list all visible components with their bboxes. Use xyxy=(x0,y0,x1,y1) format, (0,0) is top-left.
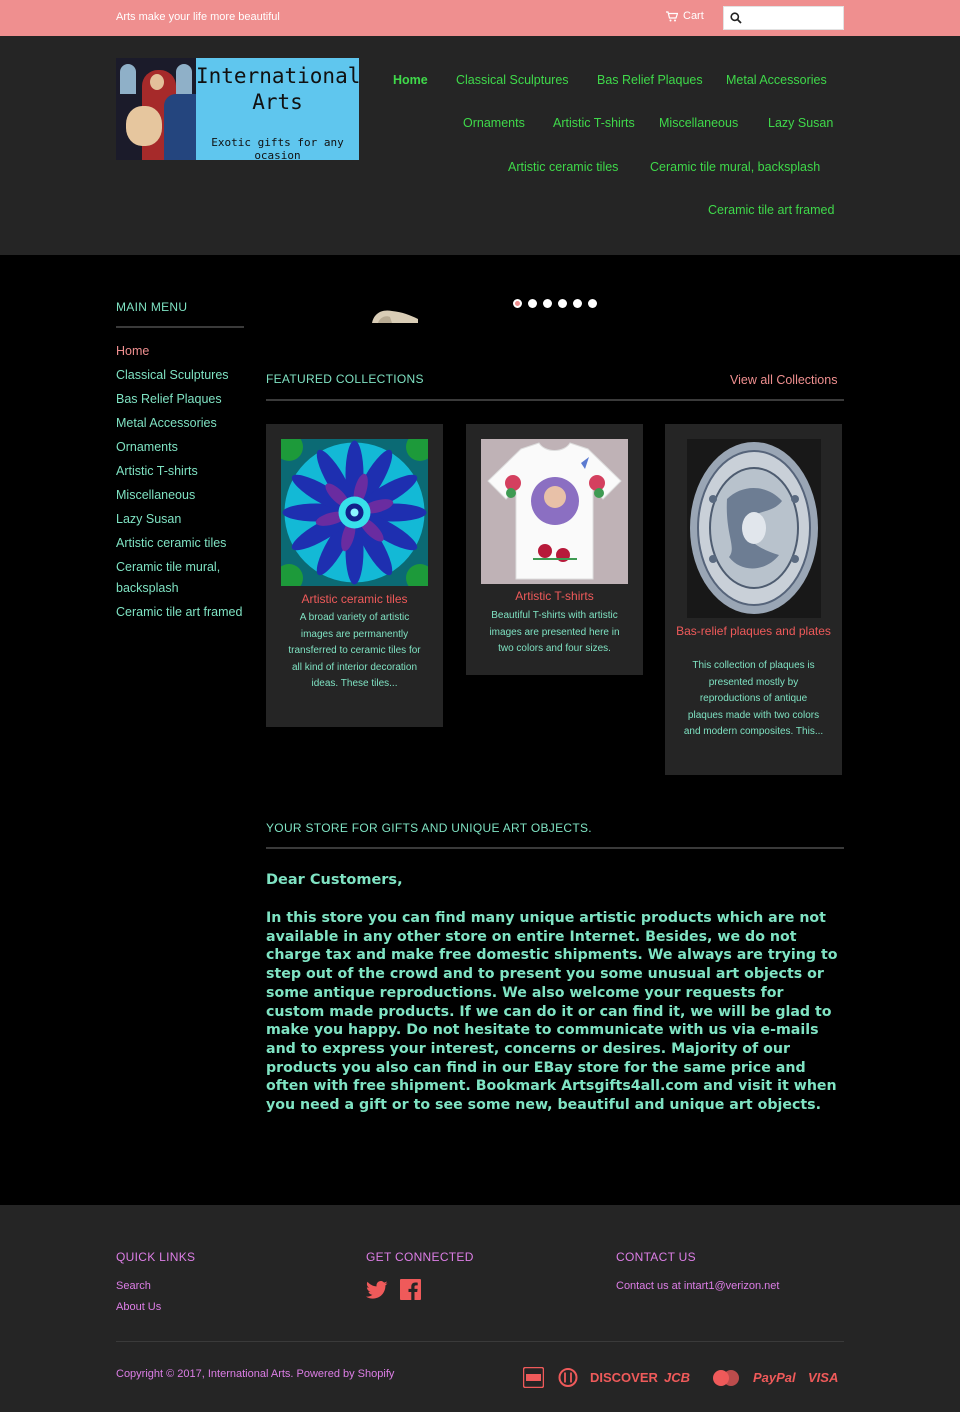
search-box xyxy=(723,6,844,30)
sidebar-item-miscellaneous[interactable]: Miscellaneous xyxy=(116,488,196,502)
slideshow-dot[interactable] xyxy=(543,299,552,308)
cart-icon xyxy=(666,11,678,22)
search-icon[interactable] xyxy=(730,12,742,24)
mandala-tile-image[interactable] xyxy=(281,439,428,586)
sidebar-item-artistic-ceramic-tiles[interactable]: Artistic ceramic tiles xyxy=(116,536,227,550)
slideshow-dot[interactable] xyxy=(573,299,582,308)
nav-home[interactable]: Home xyxy=(393,73,428,87)
sidebar-item-bas-relief-plaques[interactable]: Bas Relief Plaques xyxy=(116,392,222,406)
sidebar-item-home[interactable]: Home xyxy=(116,344,150,358)
madonna-painting-image xyxy=(116,58,196,160)
collection-title[interactable]: Artistic T-shirts xyxy=(515,589,594,603)
logo-text-box xyxy=(196,58,359,160)
store-greeting: Dear Customers, xyxy=(266,872,403,888)
slideshow-dots xyxy=(513,299,597,308)
logo-tagline: Exotic gifts for any ocasion xyxy=(211,136,344,162)
collection-card-ceramic-tiles[interactable] xyxy=(266,424,443,727)
copyright-text: Copyright © 2017, International Arts. Powered by Shopify xyxy=(116,1368,395,1380)
nav-miscellaneous[interactable]: Miscellaneous xyxy=(659,116,739,130)
quick-links-title: QUICK LINKS xyxy=(116,1250,196,1264)
collection-description: Beautiful T-shirts with artistic images are presented here in two colors and four sizes. xyxy=(489,610,620,654)
plate-image-frame xyxy=(687,439,821,618)
sidebar-item-classical-sculptures[interactable]: Classical Sculptures xyxy=(116,368,229,382)
slideshow-image[interactable] xyxy=(372,309,418,323)
contact-email-text[interactable]: Contact us at intart1@verizon.net xyxy=(616,1280,780,1292)
cart-label: Cart xyxy=(683,10,704,22)
visa-icon: VISA xyxy=(808,1370,839,1385)
sidebar-item-lazy-susan[interactable]: Lazy Susan xyxy=(116,512,182,526)
collection-title[interactable]: Bas-relief plaques and plates xyxy=(676,624,831,638)
nav-artistic-tshirts[interactable]: Artistic T-shirts xyxy=(553,116,635,130)
twitter-icon[interactable] xyxy=(366,1281,388,1299)
store-intro-divider xyxy=(266,847,844,849)
sidebar-title: MAIN MENU xyxy=(116,300,188,314)
cart-link[interactable] xyxy=(666,10,704,22)
view-all-collections-link[interactable]: View all Collections xyxy=(730,373,838,387)
logo-line-1: International xyxy=(196,64,361,88)
store-intro-title: YOUR STORE FOR GIFTS AND UNIQUE ART OBJECTS. xyxy=(266,821,592,835)
nav-classical-sculptures[interactable]: Classical Sculptures xyxy=(456,73,569,87)
announcement-bar xyxy=(0,0,960,36)
nav-bas-relief-plaques[interactable]: Bas Relief Plaques xyxy=(597,73,703,87)
slideshow-dot[interactable] xyxy=(558,299,567,308)
footer-divider xyxy=(116,1341,844,1342)
sidebar-item-artistic-tshirts[interactable]: Artistic T-shirts xyxy=(116,464,198,478)
footer-link-about-us[interactable]: About Us xyxy=(116,1301,162,1313)
sidebar-item-ceramic-tile-mural[interactable]: Ceramic tile mural, backsplash xyxy=(116,560,221,595)
nav-lazy-susan[interactable]: Lazy Susan xyxy=(768,116,834,130)
search-input[interactable] xyxy=(748,9,840,27)
get-connected-title: GET CONNECTED xyxy=(366,1250,474,1264)
collection-card-tshirts[interactable] xyxy=(466,424,643,675)
nav-ornaments[interactable]: Ornaments xyxy=(463,116,525,130)
slideshow-dot[interactable] xyxy=(528,299,537,308)
footer-link-search[interactable]: Search xyxy=(116,1280,151,1292)
nav-ceramic-tile-art-framed[interactable]: Ceramic tile art framed xyxy=(708,203,835,217)
site-logo[interactable] xyxy=(116,58,359,160)
featured-collections-title: FEATURED COLLECTIONS xyxy=(266,372,424,386)
collection-description: This collection of plaques is presented mostly by reproductions of antique plaques made with two colors and modern composites. This... xyxy=(683,660,824,737)
paypal-icon: PayPal xyxy=(753,1370,796,1385)
announcement-tagline: Arts make your life more beautiful xyxy=(116,11,280,23)
diners-club-icon xyxy=(558,1368,578,1387)
nav-artistic-ceramic-tiles[interactable]: Artistic ceramic tiles xyxy=(508,160,619,174)
logo-line-2: Arts xyxy=(252,90,303,114)
sidebar-item-metal-accessories[interactable]: Metal Accessories xyxy=(116,416,217,430)
sidebar-item-ceramic-tile-art-framed[interactable]: Ceramic tile art framed xyxy=(116,605,243,619)
contact-us-title: CONTACT US xyxy=(616,1250,696,1264)
nav-ceramic-tile-mural[interactable]: Ceramic tile mural, backsplash xyxy=(650,160,821,174)
slideshow-dot[interactable] xyxy=(588,299,597,308)
collection-description: A broad variety of artistic images are permanently transferred to ceramic tiles for all kind of interior decoration ideas. These tiles... xyxy=(288,612,421,689)
collection-card-bas-relief[interactable] xyxy=(665,424,842,775)
featured-divider xyxy=(266,399,844,401)
sidebar-item-ornaments[interactable]: Ornaments xyxy=(116,440,178,454)
jcb-icon: JCB xyxy=(664,1370,691,1385)
nav-metal-accessories[interactable]: Metal Accessories xyxy=(726,73,827,87)
bas-relief-plate-image[interactable] xyxy=(687,439,821,618)
facebook-icon[interactable] xyxy=(400,1279,421,1300)
slideshow-dot[interactable] xyxy=(513,299,522,308)
sidebar-divider xyxy=(116,326,244,328)
amex-icon xyxy=(523,1367,544,1388)
tshirt-image[interactable] xyxy=(481,439,628,584)
store-intro-text: In this store you can find many unique artistic products which are not available in any other store on entire Internet. Besides, we do not charge tax and make free domestic shipments. We always are trying to step out of the crowd and to present you some unusual art objects or some antique reproductions. We also welcome your requests for custom made products. If we can do it or can find it, we will be glad to make you happy. Do not hesitate to communicate with us via e-mails and to express your interest, concerns or desires. Majority of our products you also can find in our EBay store for the same price and often with free shipment. Bookmark Artsgifts4all.com and visit it when you need a gift or to see some new, beautiful and unique art objects. xyxy=(266,910,838,1114)
collection-title[interactable]: Artistic ceramic tiles xyxy=(301,592,408,606)
mastercard-icon xyxy=(712,1369,740,1387)
discover-icon: DISCOVER xyxy=(590,1370,658,1385)
